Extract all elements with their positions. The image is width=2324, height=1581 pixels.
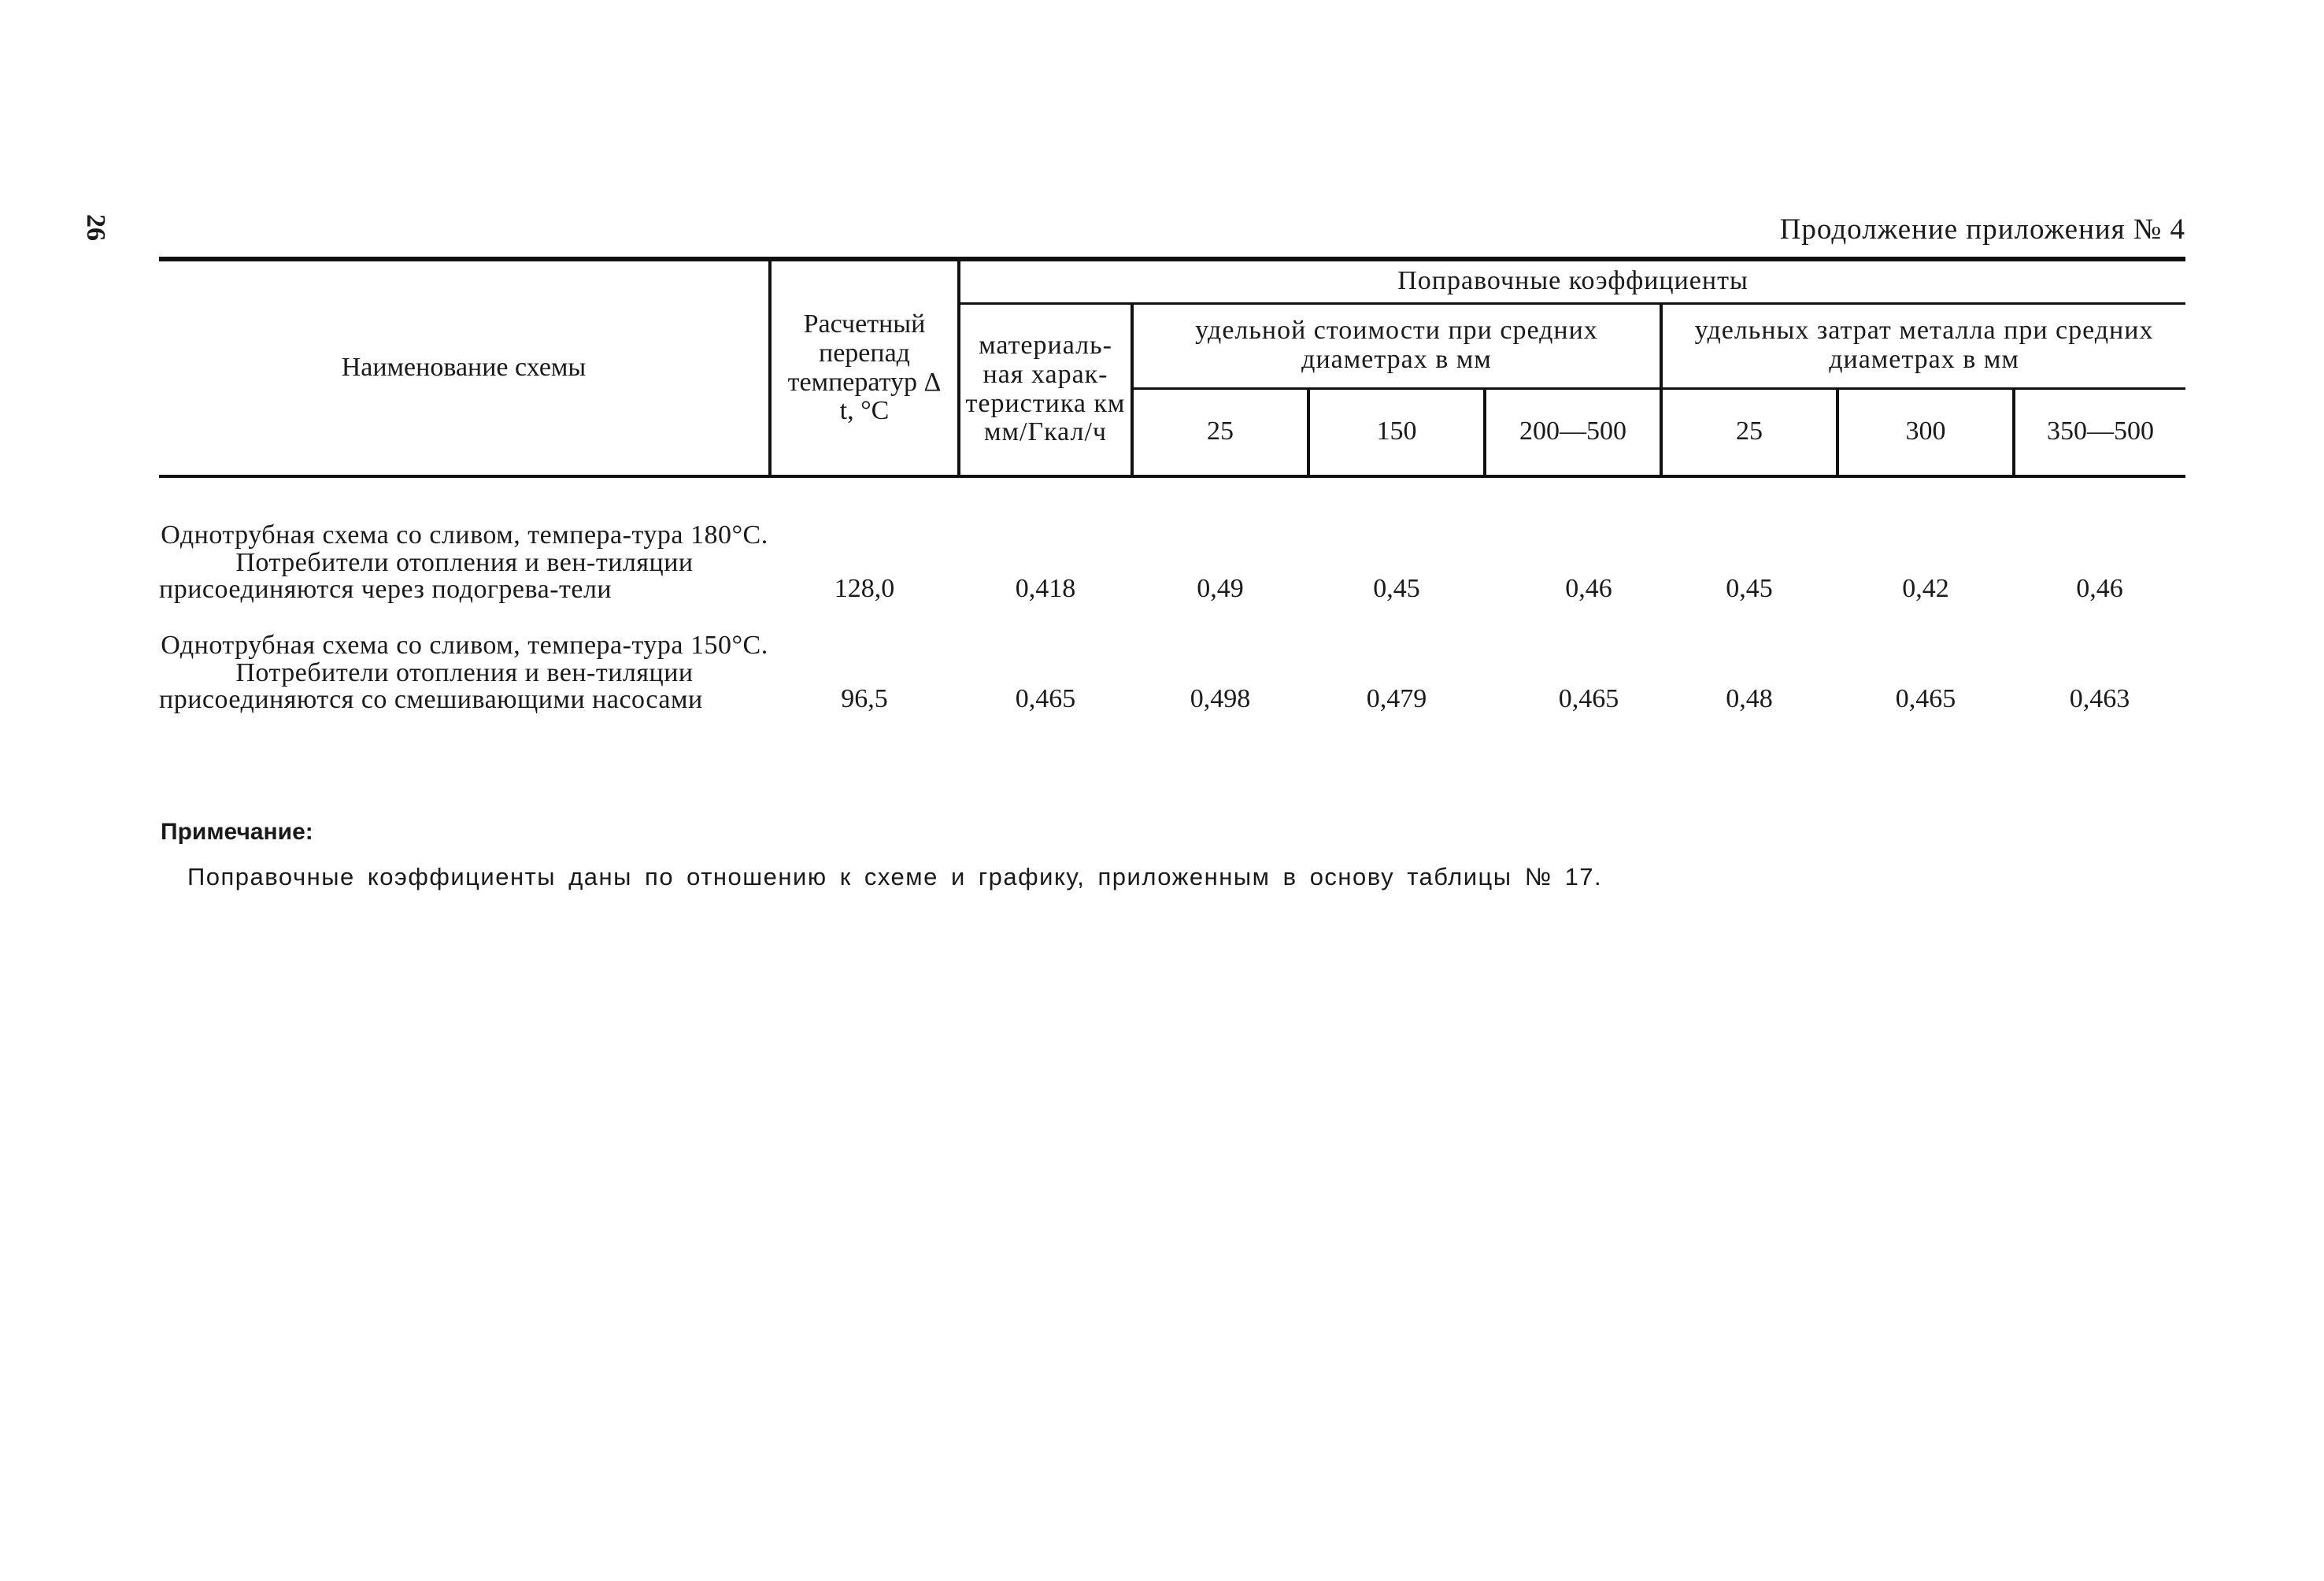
value-cell: 128,0: [834, 574, 895, 604]
header-unit-cost: удельной стоимости при средних диаметрах в мм: [1132, 303, 1661, 388]
table-row: [159, 604, 2185, 714]
note-text: Поправочные коэффициенты даны по отношению к схеме и графику, приложенным в основу таблицы № 17.: [187, 863, 1603, 890]
header-metal-diameter: 25: [1661, 388, 1837, 476]
header-unit-cost-diameter: 25: [1132, 388, 1308, 476]
value-cell: 0,45: [1726, 574, 1773, 604]
header-unit-cost-diameter: 150: [1308, 388, 1485, 476]
correction-coefficients-table: [159, 257, 2185, 714]
value-cell: 0,463: [2069, 684, 2130, 714]
value-cell: 0,418: [1015, 574, 1076, 604]
value-cell: 0,465: [1015, 684, 1076, 714]
header-metal-diameter: 300: [1837, 388, 2014, 476]
header-material-characteristic: материаль-ная харак-теристика км мм/Гкал/ч: [959, 303, 1132, 476]
value-cell: 0,479: [1366, 684, 1427, 714]
value-cell: 0,498: [1190, 684, 1251, 714]
note-title: Примечание:: [161, 819, 313, 845]
header-unit-cost-diameter: 200—500: [1485, 388, 1661, 476]
table-row: [159, 476, 2185, 604]
value-cell: 96,5: [841, 684, 888, 714]
header-temperature-difference: Расчетный перепад температур Δ t, °C: [770, 259, 959, 476]
value-cell: 0,45: [1373, 574, 1420, 604]
continuation-caption: Продолжение приложения № 4: [1779, 213, 2185, 246]
header-correction-coefficients: Поправочные коэффициенты: [959, 259, 2185, 303]
scheme-name-cell: Однотрубная схема со сливом, темпера-тура 150°С. Потребители отопления и вен-тиляции присоединяются со смешивающими насосами: [159, 631, 768, 715]
header-metal-diameter: 350—500: [2014, 388, 2185, 476]
header-metal-consumption: удельных затрат металла при средних диаметрах в мм: [1661, 303, 2185, 388]
value-cell: 0,49: [1197, 574, 1244, 604]
value-cell: 0,42: [1902, 574, 1949, 604]
value-cell: 0,48: [1726, 684, 1773, 714]
value-cell: 0,46: [2076, 574, 2123, 604]
page-number: 26: [81, 214, 110, 241]
header-scheme-name: Наименование схемы: [159, 259, 770, 476]
value-cell: 0,465: [1895, 684, 1956, 714]
scheme-name-cell: Однотрубная схема со сливом, темпера-тура 180°С. Потребители отопления и вен-тиляции присоединяются через подогрева-тели: [159, 520, 768, 605]
value-cell: 0,46: [1565, 574, 1612, 604]
value-cell: 0,465: [1558, 684, 1619, 714]
